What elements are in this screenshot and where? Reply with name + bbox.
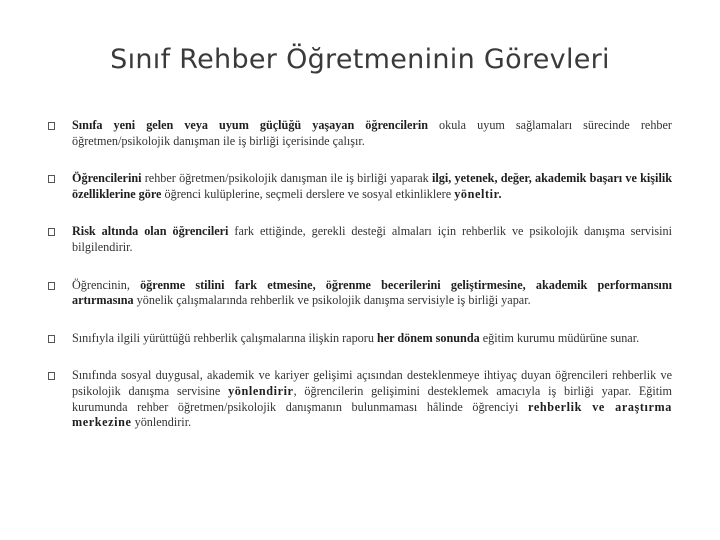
body-text: okula uyum sağlamaları sürecinde rehber öğretmen/psikolojik danışman ile iş birliği içerisinde çalışır. [72, 118, 672, 148]
body-text: fark ettiğinde, gerekli desteği almaları için rehberlik ve psikolojik danışma servisini bilgilendirir. [72, 224, 672, 254]
duty-list [48, 118, 672, 431]
list-item [48, 171, 672, 202]
bold-text: Öğrencilerini [72, 171, 142, 186]
body-text: Sınıfında sosyal duygusal, akademik ve kariyer gelişimi açısından desteklenmeye ihtiyaç duyan öğrencileri rehberlik ve psikolojik danışma servisine [72, 368, 672, 398]
bold-text: Sınıfa yeni gelen veya uyum güçlüğü yaşayan öğrencilerin [72, 118, 428, 132]
body-text: öğrenci kulüplerine, seçmeli derslere ve sosyal etkinliklere [161, 186, 455, 201]
bold-text: yönlendirir [228, 383, 294, 398]
square-bullet-icon [48, 282, 55, 290]
bold-text: Risk altında olan öğrencileri [72, 224, 229, 239]
bold-text: her dönem sonunda [376, 330, 480, 345]
bold-text: yöneltir. [454, 186, 503, 201]
square-bullet-icon [48, 122, 55, 130]
page-title: Sınıf Rehber Öğretmeninin Görevleri [110, 44, 610, 75]
square-bullet-icon [48, 335, 55, 343]
list-item [48, 224, 672, 255]
square-bullet-icon [48, 175, 55, 183]
body-text: rehber öğretmen/psikolojik danışman ile iş birliği yaparak [141, 171, 432, 186]
list-item [48, 278, 672, 309]
body-text: eğitim kurumu müdürüne sunar. [479, 330, 640, 345]
body-text: yönelik çalışmalarında rehberlik ve psikolojik danışma servisiyle iş birliği yapar. [133, 293, 531, 308]
body-text: yönlendirir. [131, 415, 192, 430]
list-item [48, 368, 672, 430]
body-text: , öğrencilerin gelişimini desteklemek amacıyla iş birliği yapar. Eğitim kurumunda rehber öğretmen/psikolojik danışmanın bulunmaması hâlinde öğrenciyi [72, 383, 672, 414]
square-bullet-icon [48, 372, 55, 380]
body-text: Sınıfıyla ilgili yürüttüğü rehberlik çalışmalarına ilişkin raporu [72, 330, 377, 345]
bold-text: rehberlik ve araştırma merkezine [72, 399, 672, 430]
body-text: Öğrencinin, [72, 277, 141, 292]
bold-text: ilgi, yetenek, değer, akademik başarı ve kişilik özelliklerine göre [72, 171, 672, 201]
bold-text: öğrenme stilini fark etmesine, öğrenme becerilerini geliştirmesine, akademik performansını artırmasına [72, 277, 672, 308]
list-item [48, 331, 672, 347]
square-bullet-icon [48, 228, 55, 236]
list-item [48, 118, 672, 149]
